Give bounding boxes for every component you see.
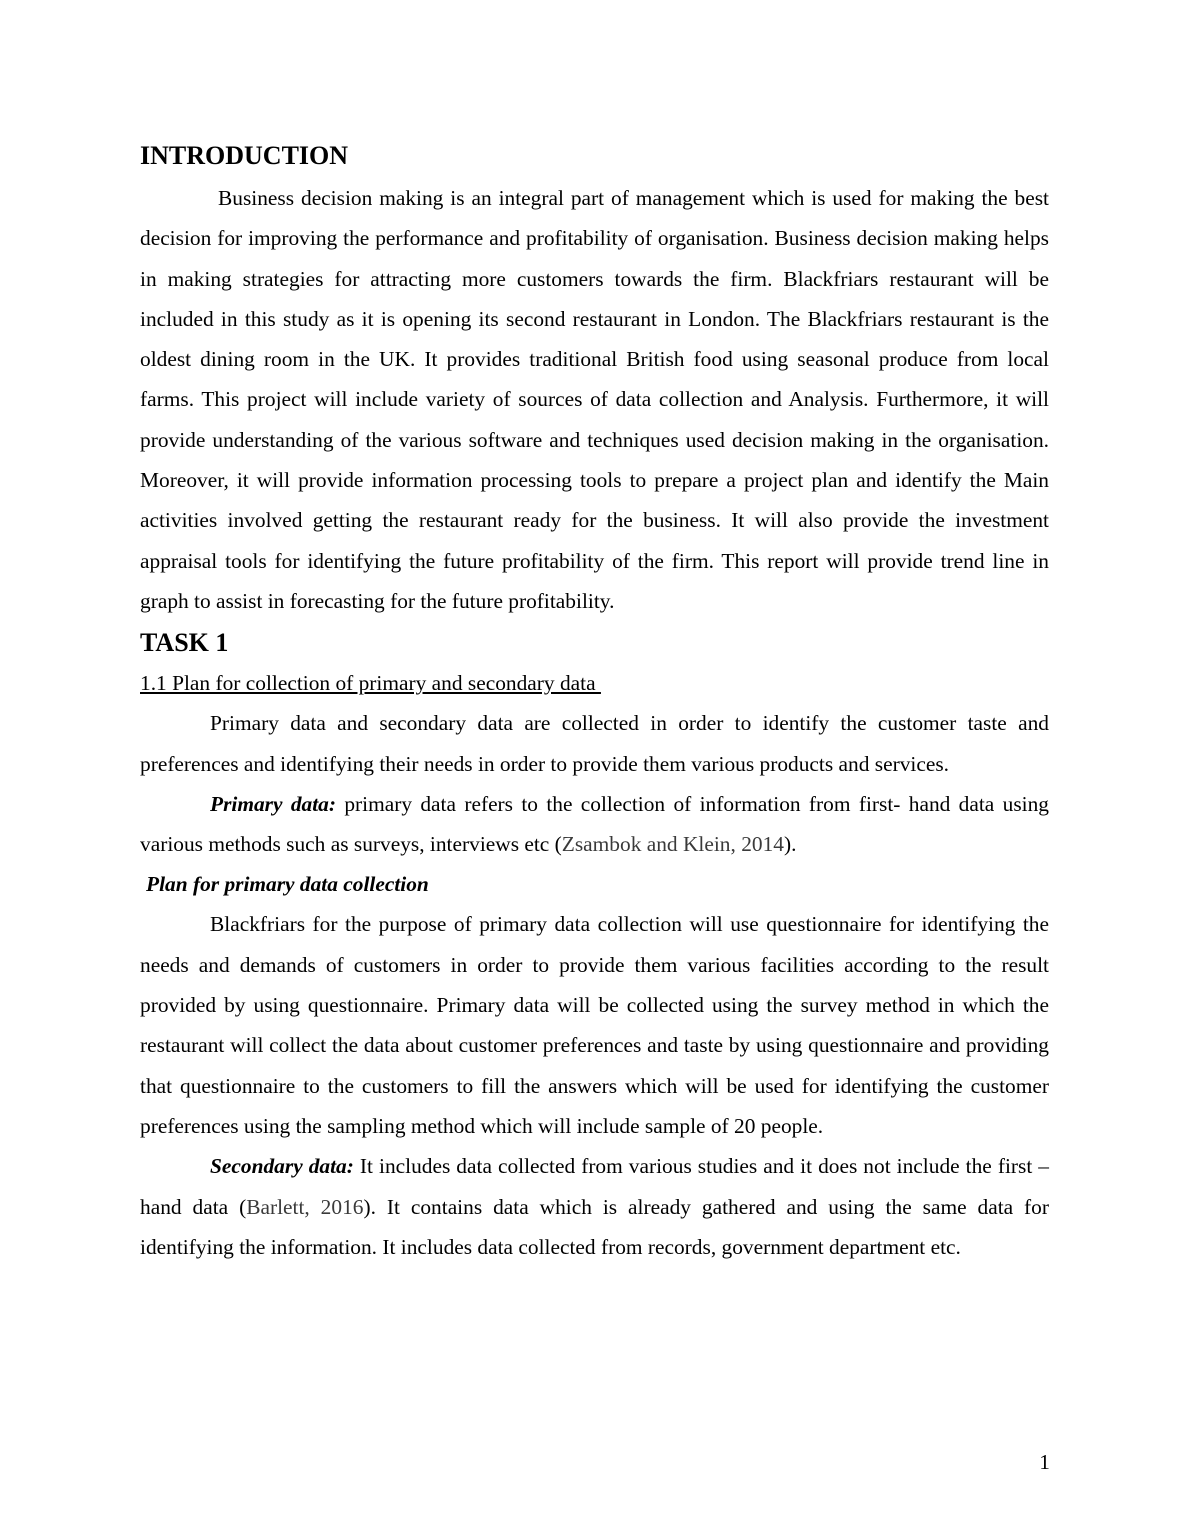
introduction-heading: INTRODUCTION xyxy=(140,141,349,170)
secondary-data-text-continued: ). It contains data which is already gathered and using the same data for identifying the information. It includes data collected from records, government department etc. xyxy=(140,1194,1049,1259)
primary-data-text: primary data refers to the collection of information from first- hand data using various methods such as surveys, interviews etc ( xyxy=(140,791,1049,857)
data-collection-paragraph: Primary data and secondary data are collected in order to identify the customer taste and preferences and identifying their needs in order to provide them various products and services. xyxy=(140,711,1049,776)
document-page xyxy=(140,138,1049,1267)
secondary-data-citation: Barlett, 2016 xyxy=(246,1194,364,1219)
task1-heading: TASK 1 xyxy=(140,628,229,658)
secondary-data-label: Secondary data: xyxy=(210,1154,354,1179)
primary-data-close: ). xyxy=(783,832,797,857)
plan-primary-paragraph: Blackfriars for the purpose of primary data collection will use questionnaire for identifying the needs and demands of customers in order to provide them various facilities according to the result provided by using questionnaire. Primary data will be collected using the survey method in which the restaurant will collect the data about customer preferences and taste by using questionnaire and providing that questionnaire to the customers to fill the answers which will be used for identifying the customer preferences using the sampling method which will include sample of 20 people. xyxy=(140,912,1049,1138)
page-number: 1 xyxy=(1039,1450,1050,1474)
primary-data-label: Primary data: xyxy=(210,791,336,816)
primary-data-citation: Zsambok and Klein, 2014 xyxy=(561,832,784,857)
secondary-data-text: It includes data collected from various studies and it does not include the first – hand data ( xyxy=(140,1154,1050,1219)
plan-primary-heading: Plan for primary data collection xyxy=(146,872,429,897)
secondary-data-paragraph xyxy=(140,1146,1049,1267)
section-1-1-subheading: 1.1 Plan for collection of primary and secondary data xyxy=(140,671,601,696)
introduction-paragraph: Business decision making is an integral part of management which is used for making the best decision for improving the performance and profitability of organisation. Business decision making helps in making strategies for attracting more customers towards the firm. Blackfriars restaurant will be included in this study as it is opening its second restaurant in London. The Blackfriars restaurant is the oldest dining room in the UK. It provides traditional British food using seasonal produce from local farms. This project will include variety of sources of data collection and Analysis. Furthermore, it will provide understanding of the various software and techniques used decision making in the organisation. Moreover, it will provide information processing tools to prepare a project plan and identify the Main activities involved getting the restaurant ready for the business. It will also provide the investment appraisal tools for identifying the future profitability of the firm. This report will provide trend line in graph to assist in forecasting for the future profitability. xyxy=(140,186,1049,613)
primary-data-paragraph xyxy=(140,784,1049,865)
